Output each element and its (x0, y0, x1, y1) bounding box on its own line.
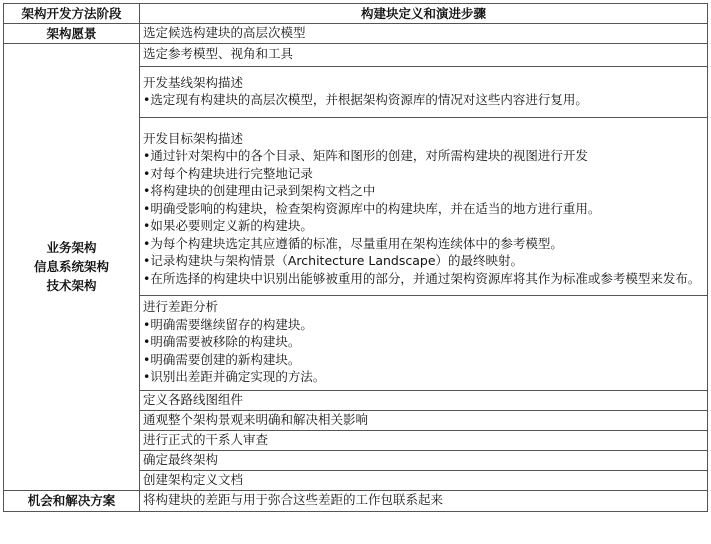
step-bullet: •明确需要被移除的构建块。 (143, 334, 301, 349)
step-bullet: •通过针对架构中的各个目录、矩阵和图形的创建，对所需构建块的视图进行开发 (143, 148, 588, 163)
phase-label: 技术架构 (46, 278, 97, 294)
step-bullet: •选定现有构建块的高层次模型，并根据架构资源库的情况对这些内容进行复用。 (143, 92, 588, 107)
phase-cell (4, 24, 140, 44)
step-bullet: •明确需要创建的新构建块。 (143, 351, 301, 367)
table-row (4, 44, 708, 67)
step-bullet: •如果必要则定义新的构建块。 (143, 218, 313, 233)
phase-label: 架构愿景 (46, 26, 97, 41)
step-text: 选定候选构建块的高层次模型 (143, 25, 306, 40)
step-text: 确定最终架构 (143, 451, 219, 467)
phase-cell (4, 44, 140, 491)
steps-cell (140, 296, 708, 391)
step-bullet: •为每个构建块选定其应遵循的标准，尽量重用在架构连续体中的参考模型。 (143, 235, 563, 251)
steps-cell (140, 66, 708, 117)
steps-cell (140, 117, 708, 296)
step-text: 定义各路线图组件 (143, 391, 244, 407)
phase-label: 业务架构 (46, 240, 97, 256)
header-steps: 构建块定义和演进步骤 (140, 4, 708, 24)
building-block-table (3, 3, 708, 512)
step-bullet: •记录构建块与架构情景（Architecture Landscape）的最终映射。 (143, 253, 524, 268)
steps-cell (140, 470, 708, 490)
phase-label: 机会和解决方案 (27, 493, 116, 508)
step-bullet: •明确需要继续留存的构建块。 (143, 316, 313, 332)
steps-cell (140, 390, 708, 410)
table-row (4, 490, 708, 511)
steps-cell (140, 430, 708, 450)
table-header-row (4, 4, 708, 24)
step-text: 通观整个架构景观来明确和解决相关影响 (143, 411, 369, 427)
phase-cell (4, 490, 140, 511)
step-text: 创建架构定义文档 (143, 471, 244, 487)
steps-cell (140, 410, 708, 430)
step-text: 将构建块的差距与用于弥合这些差距的工作包联系起来 (143, 491, 444, 507)
step-bullet: •在所选择的构建块中识别出能够被重用的部分，并通过架构资源库将其作为标准或参考模型来发布。 (143, 270, 701, 286)
table-row (4, 24, 708, 44)
step-text: 选定参考模型、视角和工具 (143, 46, 294, 61)
step-heading: 开发基线架构描述 (143, 74, 244, 90)
step-bullet: •对每个构建块进行完整地记录 (143, 165, 313, 181)
step-bullet: •明确受影响的构建块，检查架构资源库中的构建块库，并在适当的地方进行重用。 (143, 200, 601, 216)
header-phase: 架构开发方法阶段 (4, 4, 140, 24)
steps-cell (140, 450, 708, 470)
steps-cell (140, 24, 708, 44)
step-heading: 进行差距分析 (143, 299, 219, 314)
step-bullet: •识别出差距并确定实现的方法。 (143, 369, 326, 384)
phase-label: 信息系统架构 (33, 259, 109, 275)
step-heading: 开发目标架构描述 (143, 130, 244, 146)
steps-cell (140, 490, 708, 511)
steps-cell (140, 44, 708, 67)
step-bullet: •将构建块的创建理由记录到架构文档之中 (143, 183, 376, 198)
step-text: 进行正式的干系人审查 (143, 431, 269, 447)
